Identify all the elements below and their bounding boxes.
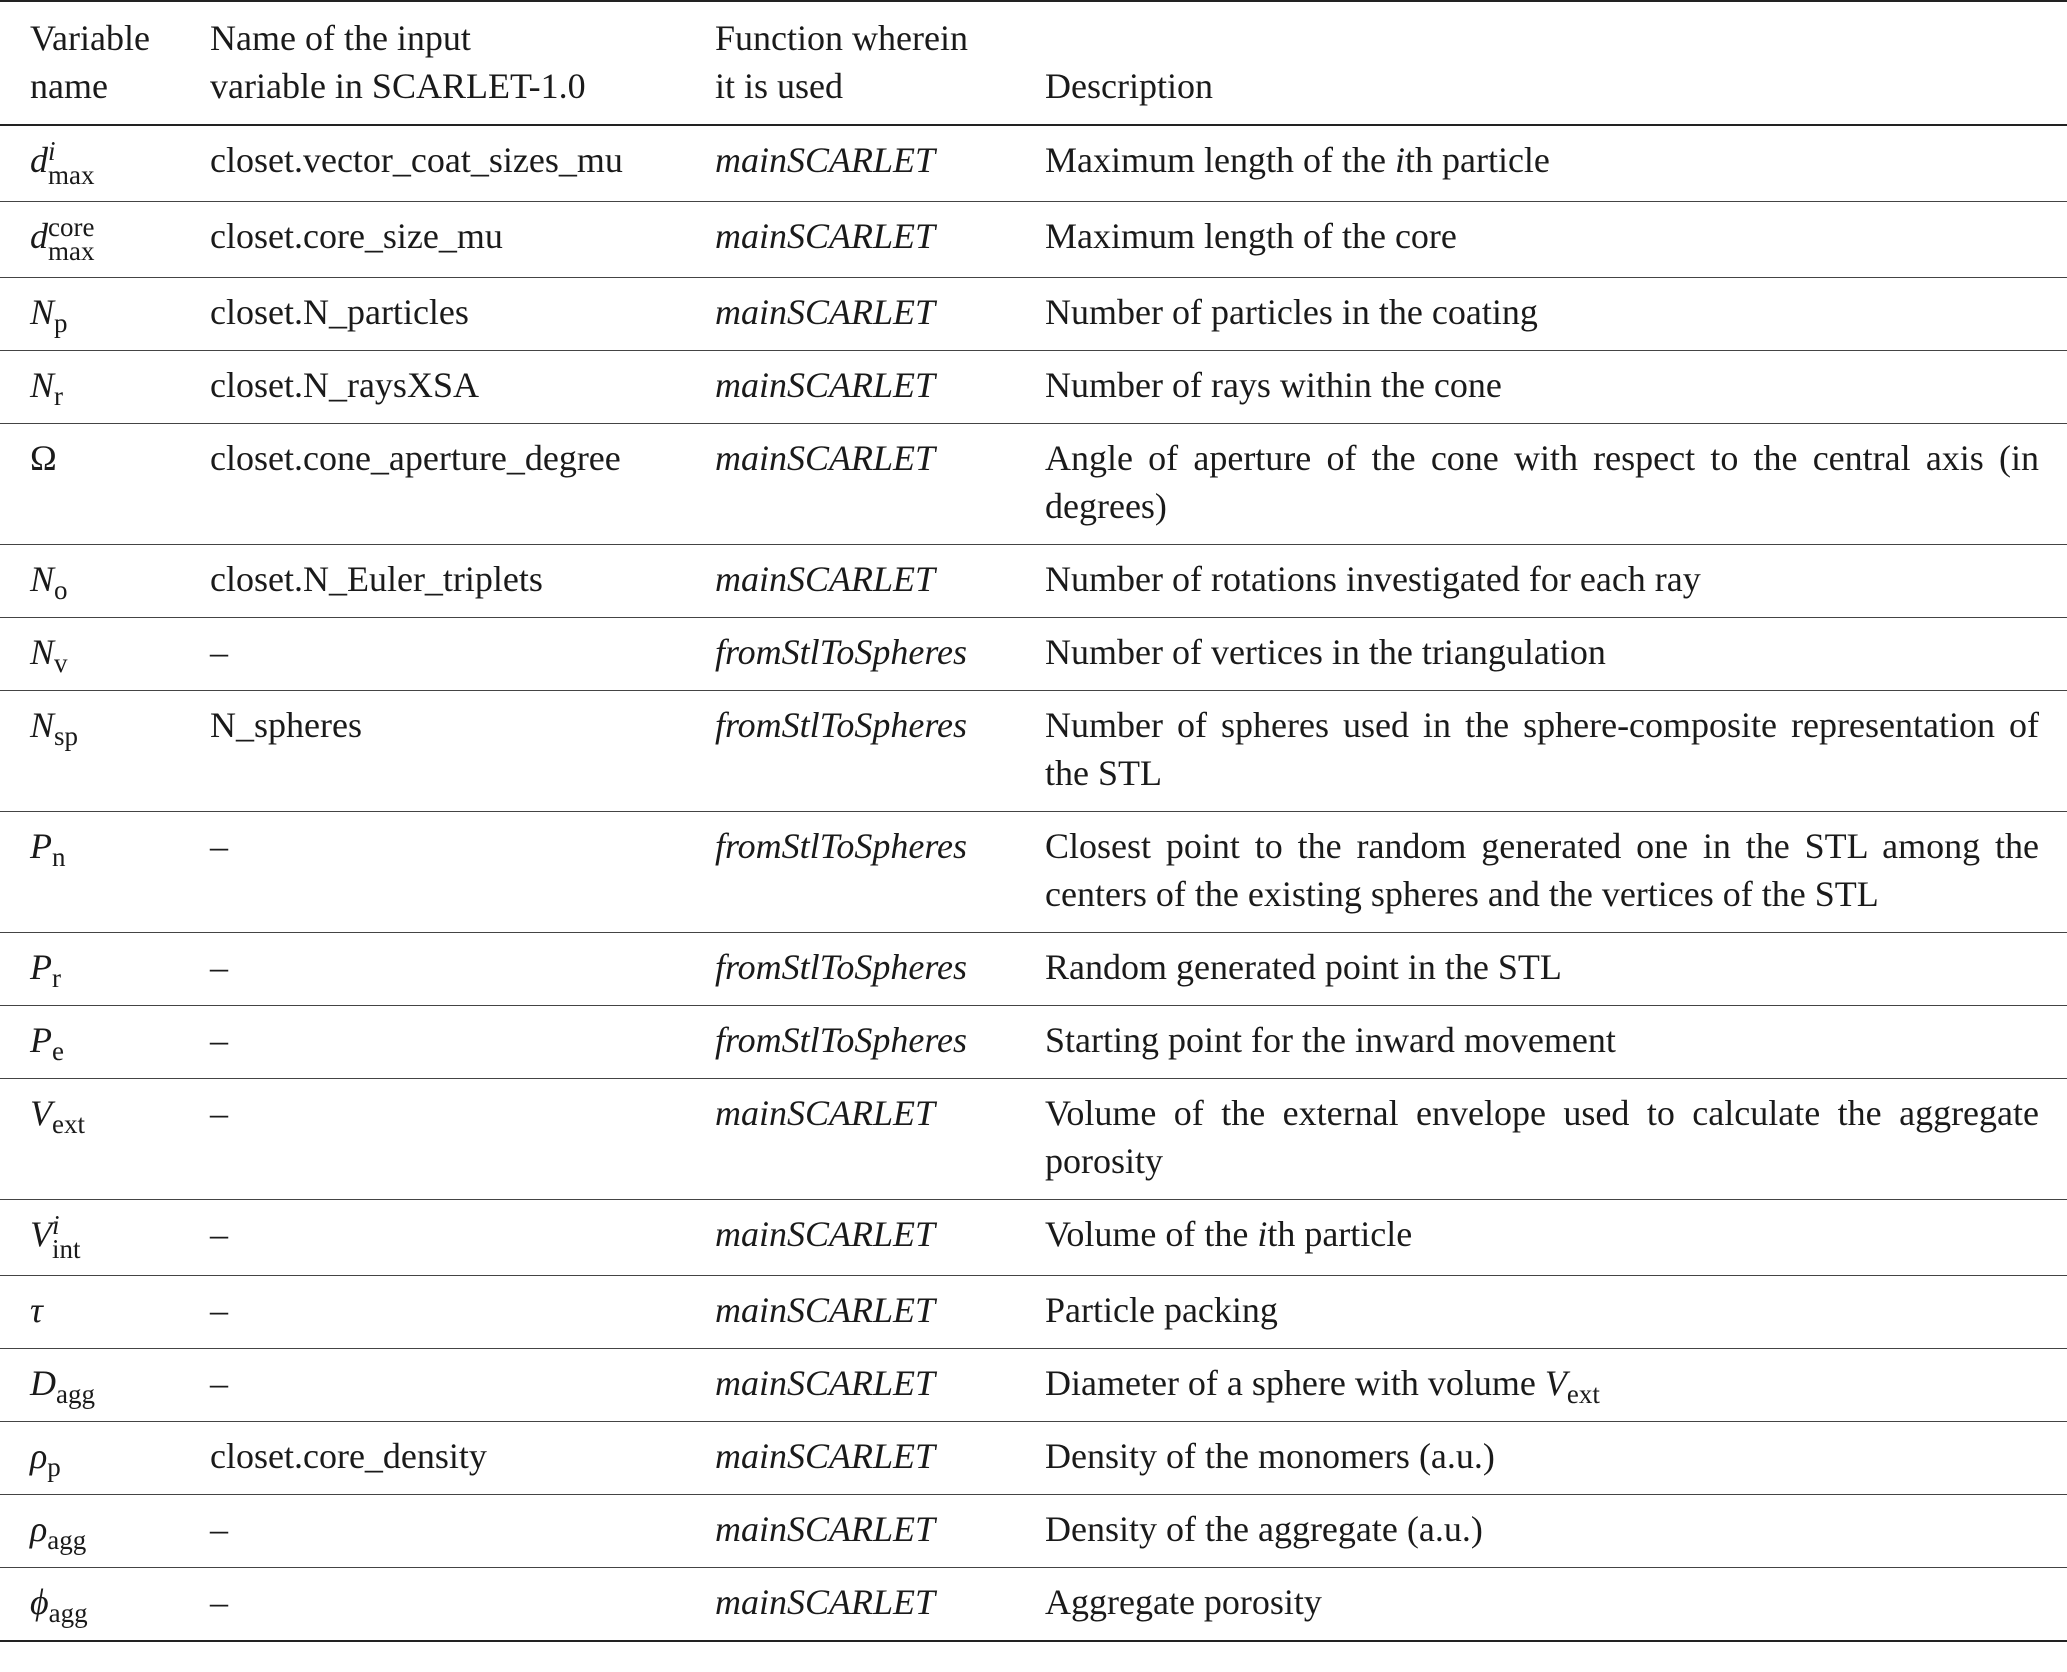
- symbol-math: [30, 1509, 87, 1556]
- input-variable: –: [210, 1290, 228, 1330]
- table-row: [0, 1349, 2067, 1422]
- variable-symbol: [0, 278, 210, 351]
- variable-symbol: [0, 125, 210, 202]
- function-name: mainSCARLET: [715, 1509, 936, 1549]
- symbol-superscript: i: [48, 136, 56, 166]
- symbol-subscript: sp: [54, 721, 79, 752]
- symbol-subscript: agg: [47, 1525, 87, 1556]
- symbol-subscript: int: [52, 1234, 81, 1264]
- function-name: fromStlToSpheres: [715, 705, 968, 745]
- variable-symbol: [0, 1276, 210, 1349]
- variable-symbol: [0, 691, 210, 812]
- description: Density of the monomers (a.u.): [1045, 1436, 1495, 1476]
- variable-symbol: [0, 1006, 210, 1079]
- header-input-name: [210, 1, 715, 125]
- header-description-text: Description: [1045, 66, 1213, 106]
- header-variable-name-line2: name: [30, 66, 108, 106]
- input-variable: N_spheres: [210, 705, 362, 745]
- header-function: [715, 1, 1045, 125]
- symbol-math: [30, 559, 68, 606]
- table-row: [0, 933, 2067, 1006]
- symbol-subscript: e: [52, 1036, 64, 1067]
- header-input-name-line2: variable in SCARLET-1.0: [210, 66, 586, 106]
- symbol-base: D: [30, 1363, 56, 1403]
- input-variable: closet.core_density: [210, 1436, 487, 1476]
- table-row: [0, 1495, 2067, 1568]
- function-name: mainSCARLET: [715, 365, 936, 405]
- symbol-subscript: p: [54, 308, 68, 339]
- description: [1045, 1349, 2067, 1422]
- symbol-subscript: max: [48, 160, 95, 190]
- input-variable: closet.vector_coat_sizes_mu: [210, 140, 623, 180]
- input-variable: –: [210, 1093, 228, 1133]
- input-variable: closet.N_particles: [210, 292, 469, 332]
- table-body: [0, 125, 2067, 1641]
- function-name: mainSCARLET: [715, 1214, 936, 1254]
- symbol-subscript: agg: [48, 1598, 88, 1629]
- symbol-base: ρ: [30, 1509, 48, 1549]
- table-row: [0, 278, 2067, 351]
- header-function-line1: Function wherein: [715, 18, 968, 58]
- header-input-name-line1: Name of the input: [210, 18, 471, 58]
- description: Angle of aperture of the cone with respect to the central axis (in degrees): [1045, 438, 2039, 526]
- description: Number of particles in the coating: [1045, 292, 1538, 332]
- description-text-after: th particle: [1404, 140, 1550, 180]
- description-text-after: th particle: [1267, 1214, 1413, 1254]
- variable-symbol: [0, 545, 210, 618]
- table-row: [0, 691, 2067, 812]
- variable-symbol: [0, 1079, 210, 1200]
- header-variable-name-line1: Variable: [30, 18, 150, 58]
- table-row: [0, 812, 2067, 933]
- table-row: [0, 1079, 2067, 1200]
- symbol-base: Ω: [30, 438, 57, 478]
- description-text: Maximum length of the: [1045, 140, 1395, 180]
- variable-symbol: [0, 933, 210, 1006]
- description-variable-base: V: [1544, 1363, 1567, 1403]
- description: Starting point for the inward movement: [1045, 1020, 1616, 1060]
- symbol-subscript: n: [52, 842, 66, 873]
- description: Number of rotations investigated for each ray: [1045, 559, 1701, 599]
- header-row: [0, 1, 2067, 125]
- symbol-superscript: i: [52, 1210, 60, 1240]
- description: [1045, 125, 2067, 202]
- table-row: [0, 202, 2067, 278]
- table-row: [0, 125, 2067, 202]
- symbol-base: V: [30, 1214, 52, 1254]
- function-name: mainSCARLET: [715, 216, 936, 256]
- symbol-math: [30, 1290, 43, 1330]
- variable-symbol: [0, 351, 210, 424]
- symbol-subscript: agg: [56, 1379, 95, 1410]
- table-row: [0, 1276, 2067, 1349]
- description: Volume of the external envelope used to calculate the aggregate porosity: [1045, 1093, 2039, 1181]
- symbol-base: N: [30, 705, 55, 745]
- symbol-base: P: [30, 1020, 52, 1060]
- symbol-superscript: core: [48, 212, 95, 242]
- table-row: [0, 618, 2067, 691]
- description: Particle packing: [1045, 1290, 1278, 1330]
- function-name: mainSCARLET: [715, 292, 936, 332]
- symbol-base: d: [30, 216, 48, 256]
- symbol-math: [30, 705, 79, 752]
- table-row: [0, 1006, 2067, 1079]
- symbol-math: [30, 292, 68, 339]
- variable-symbol: [0, 618, 210, 691]
- input-variable: –: [210, 1363, 228, 1403]
- symbol-base: ϕ: [30, 1582, 49, 1622]
- description-variable-subscript: ext: [1566, 1379, 1600, 1410]
- input-variable: –: [210, 947, 228, 987]
- function-name: mainSCARLET: [715, 1582, 936, 1622]
- description: Number of rays within the cone: [1045, 365, 1502, 405]
- symbol-base: d: [30, 140, 48, 180]
- description: Number of spheres used in the sphere-composite representation of the STL: [1045, 705, 2039, 793]
- input-variable: –: [210, 632, 228, 672]
- header-description: [1045, 1, 2067, 125]
- function-name: mainSCARLET: [715, 1290, 936, 1330]
- symbol-subscript: ext: [52, 1109, 85, 1140]
- symbol-base: V: [30, 1093, 52, 1133]
- variable-symbol: [0, 1568, 210, 1642]
- input-variable: closet.cone_aperture_degree: [210, 438, 621, 478]
- symbol-math: [30, 365, 64, 412]
- symbol-base: N: [30, 559, 55, 599]
- symbol-math: [30, 632, 68, 679]
- symbol-base: N: [30, 365, 55, 405]
- symbol-subscript: r: [52, 963, 61, 994]
- symbol-subscript: o: [54, 575, 68, 606]
- symbol-math: [30, 1210, 81, 1264]
- description-variable: [1395, 140, 1405, 180]
- symbol-math: [30, 1363, 95, 1410]
- input-variable: closet.N_raysXSA: [210, 365, 479, 405]
- description: Closest point to the random generated one in the STL among the centers of the existing spheres and the vertices of the STL: [1045, 826, 2039, 914]
- function-name: mainSCARLET: [715, 559, 936, 599]
- symbol-math: [30, 136, 95, 190]
- header-function-line2: it is used: [715, 66, 844, 106]
- symbol-math: [30, 438, 57, 478]
- function-name: fromStlToSpheres: [715, 826, 968, 866]
- symbol-math: [30, 1093, 85, 1140]
- description-variable-base: i: [1394, 140, 1405, 180]
- symbol-base: τ: [30, 1290, 43, 1330]
- description: Random generated point in the STL: [1045, 947, 1562, 987]
- symbol-base: N: [30, 632, 55, 672]
- description-variable-base: i: [1257, 1214, 1268, 1254]
- symbol-subscript: max: [48, 236, 95, 266]
- description-variable: [1257, 1214, 1267, 1254]
- symbol-math: [30, 1020, 64, 1067]
- symbol-subscript: v: [54, 648, 68, 679]
- symbol-base: P: [30, 826, 52, 866]
- description: Density of the aggregate (a.u.): [1045, 1509, 1483, 1549]
- variable-symbol: [0, 424, 210, 545]
- variable-symbol: [0, 202, 210, 278]
- description: Maximum length of the core: [1045, 216, 1457, 256]
- input-variable: –: [210, 1020, 228, 1060]
- function-name: mainSCARLET: [715, 438, 936, 478]
- table-row: [0, 1568, 2067, 1642]
- input-variable: closet.N_Euler_triplets: [210, 559, 543, 599]
- table-row: [0, 545, 2067, 618]
- function-name: mainSCARLET: [715, 140, 936, 180]
- input-variable: –: [210, 1582, 228, 1622]
- variable-symbol: [0, 1200, 210, 1276]
- description: [1045, 1200, 2067, 1276]
- input-variable: –: [210, 1509, 228, 1549]
- function-name: fromStlToSpheres: [715, 632, 968, 672]
- symbol-math: [30, 212, 95, 266]
- variable-symbol: [0, 1422, 210, 1495]
- variable-symbol: [0, 1495, 210, 1568]
- symbol-math: [30, 1582, 88, 1629]
- input-variable: –: [210, 1214, 228, 1254]
- description-text: Volume of the: [1045, 1214, 1258, 1254]
- function-name: mainSCARLET: [715, 1093, 936, 1133]
- symbol-base: N: [30, 292, 55, 332]
- symbol-base: ρ: [30, 1436, 48, 1476]
- symbol-base: P: [30, 947, 52, 987]
- symbol-subscript: p: [47, 1452, 61, 1483]
- symbol-subscript: r: [54, 381, 64, 412]
- table-row: [0, 351, 2067, 424]
- variable-symbol: [0, 812, 210, 933]
- symbol-scripts: [48, 136, 95, 190]
- table-row: [0, 424, 2067, 545]
- symbol-math: [30, 1436, 61, 1483]
- header-variable-name: [0, 1, 210, 125]
- input-variable: –: [210, 826, 228, 866]
- description-variable: [1544, 1363, 1600, 1410]
- function-name: mainSCARLET: [715, 1363, 936, 1403]
- variable-symbol: [0, 1349, 210, 1422]
- symbol-math: [30, 947, 61, 994]
- description: Aggregate porosity: [1045, 1582, 1322, 1622]
- function-name: fromStlToSpheres: [715, 947, 968, 987]
- input-variable: closet.core_size_mu: [210, 216, 503, 256]
- function-name: mainSCARLET: [715, 1436, 936, 1476]
- table-row: [0, 1200, 2067, 1276]
- symbol-scripts: [52, 1210, 81, 1264]
- symbol-math: [30, 826, 66, 873]
- function-name: fromStlToSpheres: [715, 1020, 968, 1060]
- table-row: [0, 1422, 2067, 1495]
- description: Number of vertices in the triangulation: [1045, 632, 1606, 672]
- symbol-scripts: [48, 212, 95, 266]
- description-text: Diameter of a sphere with volume: [1045, 1363, 1545, 1403]
